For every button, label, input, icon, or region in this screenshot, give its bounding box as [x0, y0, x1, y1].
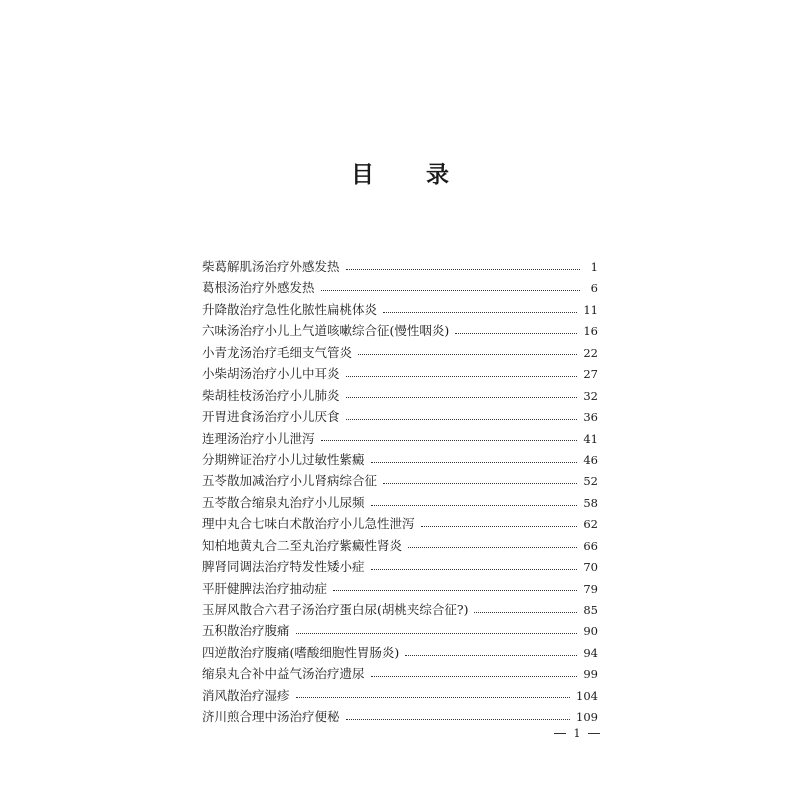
- toc-dot-leader: [383, 311, 577, 313]
- toc-entry-title: 五苓散加减治疗小儿肾病综合征: [202, 473, 378, 489]
- toc-dot-leader: [346, 418, 578, 420]
- toc-entry-title: 柴葛解肌汤治疗外感发热: [202, 259, 340, 274]
- toc-entry-page-number: 36: [583, 410, 598, 425]
- toc-entry-page-number: 94: [583, 645, 598, 660]
- footer-dash-right: [588, 733, 600, 734]
- toc-entry-page-number: 1: [590, 260, 598, 274]
- toc-entry-page-number: 46: [583, 452, 598, 467]
- toc-entry[interactable]: [202, 706, 598, 727]
- toc-entry-title: 六味汤治疗小儿上气道咳嗽综合征(慢性咽炎): [202, 323, 450, 339]
- toc-dot-leader: [296, 632, 578, 634]
- toc-dot-leader: [358, 353, 577, 355]
- toc-entry-page-number: 32: [583, 388, 598, 403]
- toc-entry-page-number: 11: [583, 302, 598, 317]
- toc-entry[interactable]: [202, 556, 598, 577]
- toc-dot-leader: [383, 482, 577, 484]
- toc-entry-title: 缩泉丸合补中益气汤治疗遗尿: [202, 666, 365, 682]
- toc-entry-title: 小柴胡汤治疗小儿中耳炎: [202, 366, 340, 382]
- toc-entry-page-number: 41: [583, 431, 598, 446]
- toc-entry[interactable]: [202, 449, 598, 470]
- toc-entry-title: 小青龙汤治疗毛细支气管炎: [202, 344, 353, 360]
- toc-entry-page-number: 58: [583, 495, 598, 510]
- toc-entry[interactable]: [202, 685, 598, 706]
- toc-entry[interactable]: [202, 535, 598, 556]
- toc-entry-title: 济川煎合理中汤治疗便秘: [202, 709, 340, 725]
- toc-dot-leader: [371, 504, 578, 506]
- toc-entry[interactable]: [202, 428, 598, 449]
- toc-entry[interactable]: [202, 513, 598, 534]
- toc-entry-page-number: 79: [583, 581, 598, 596]
- toc-entry-page-number: 99: [583, 667, 598, 682]
- toc-dot-leader: [346, 396, 578, 398]
- toc-entry[interactable]: [202, 277, 598, 298]
- toc-entry[interactable]: [202, 299, 598, 320]
- footer-page-number: 1: [573, 727, 581, 740]
- toc-entry-page-number: 85: [583, 603, 598, 617]
- toc-dot-leader: [321, 439, 578, 441]
- toc-dot-leader: [455, 332, 577, 334]
- table-of-contents: [202, 256, 598, 728]
- toc-entry-page-number: 52: [583, 474, 598, 489]
- toc-dot-leader: [405, 654, 577, 656]
- page-title: 目 录: [350, 161, 471, 188]
- toc-entry-page-number: 109: [576, 710, 598, 725]
- toc-entry-title: 理中丸合七味白术散治疗小儿急性泄泻: [202, 516, 415, 532]
- toc-entry[interactable]: [202, 492, 598, 513]
- toc-dot-leader: [346, 718, 571, 720]
- toc-dot-leader: [371, 461, 578, 463]
- toc-entry[interactable]: [202, 663, 598, 684]
- toc-dot-leader: [474, 611, 577, 613]
- toc-dot-leader: [296, 696, 571, 698]
- toc-entry-page-number: 90: [583, 624, 598, 639]
- toc-entry-title: 五积散治疗腹痛: [202, 623, 290, 639]
- toc-entry-page-number: 62: [583, 517, 598, 532]
- toc-entry-title: 连理汤治疗小儿泄泻: [202, 430, 315, 446]
- toc-entry-page-number: 70: [583, 560, 598, 575]
- toc-entry-title: 知柏地黄丸合二至丸治疗紫癜性肾炎: [202, 537, 403, 553]
- toc-dot-leader: [321, 289, 580, 291]
- toc-entry-title: 柴胡桂枝汤治疗小儿肺炎: [202, 387, 340, 403]
- toc-entry-page-number: 22: [583, 345, 598, 360]
- toc-dot-leader: [421, 525, 578, 527]
- toc-entry[interactable]: [202, 363, 598, 384]
- toc-dot-leader: [346, 375, 578, 377]
- toc-entry[interactable]: [202, 578, 598, 599]
- toc-entry-page-number: 104: [576, 688, 598, 703]
- toc-entry-title: 分期辨证治疗小儿过敏性紫癜: [202, 451, 365, 467]
- toc-entry[interactable]: [202, 642, 598, 663]
- toc-entry[interactable]: [202, 320, 598, 341]
- toc-entry[interactable]: [202, 385, 598, 406]
- toc-dot-leader: [408, 546, 577, 548]
- toc-entry-title: 玉屏风散合六君子汤治疗蛋白尿(胡桃夹综合征?): [202, 602, 469, 617]
- toc-entry-title: 开胃进食汤治疗小儿厌食: [202, 409, 340, 425]
- toc-entry-title: 葛根汤治疗外感发热: [202, 280, 315, 296]
- toc-entry[interactable]: [202, 620, 598, 641]
- toc-entry[interactable]: [202, 470, 598, 491]
- toc-entry-page-number: 16: [583, 324, 598, 339]
- toc-entry-title: 脾肾同调法治疗特发性矮小症: [202, 559, 365, 575]
- toc-entry-title: 五苓散合缩泉丸治疗小儿尿频: [202, 494, 365, 510]
- toc-dot-leader: [333, 589, 577, 591]
- toc-entry[interactable]: [202, 256, 598, 277]
- footer-dash-left: [554, 733, 566, 734]
- toc-entry-page-number: 27: [583, 367, 598, 382]
- toc-entry-title: 消风散治疗湿疹: [202, 687, 290, 703]
- toc-entry-page-number: 6: [590, 281, 598, 296]
- toc-dot-leader: [371, 675, 578, 677]
- toc-entry-title: 升降散治疗急性化脓性扁桃体炎: [202, 301, 378, 317]
- toc-entry-page-number: 66: [583, 538, 598, 553]
- toc-entry[interactable]: [202, 599, 598, 620]
- toc-entry[interactable]: [202, 406, 598, 427]
- toc-entry-title: 平肝健脾法治疗抽动症: [202, 580, 328, 596]
- toc-dot-leader: [371, 568, 578, 570]
- page-footer: [554, 727, 600, 740]
- toc-entry-title: 四逆散治疗腹痛(嗜酸细胞性胃肠炎): [202, 644, 400, 660]
- toc-entry[interactable]: [202, 342, 598, 363]
- toc-dot-leader: [346, 268, 580, 270]
